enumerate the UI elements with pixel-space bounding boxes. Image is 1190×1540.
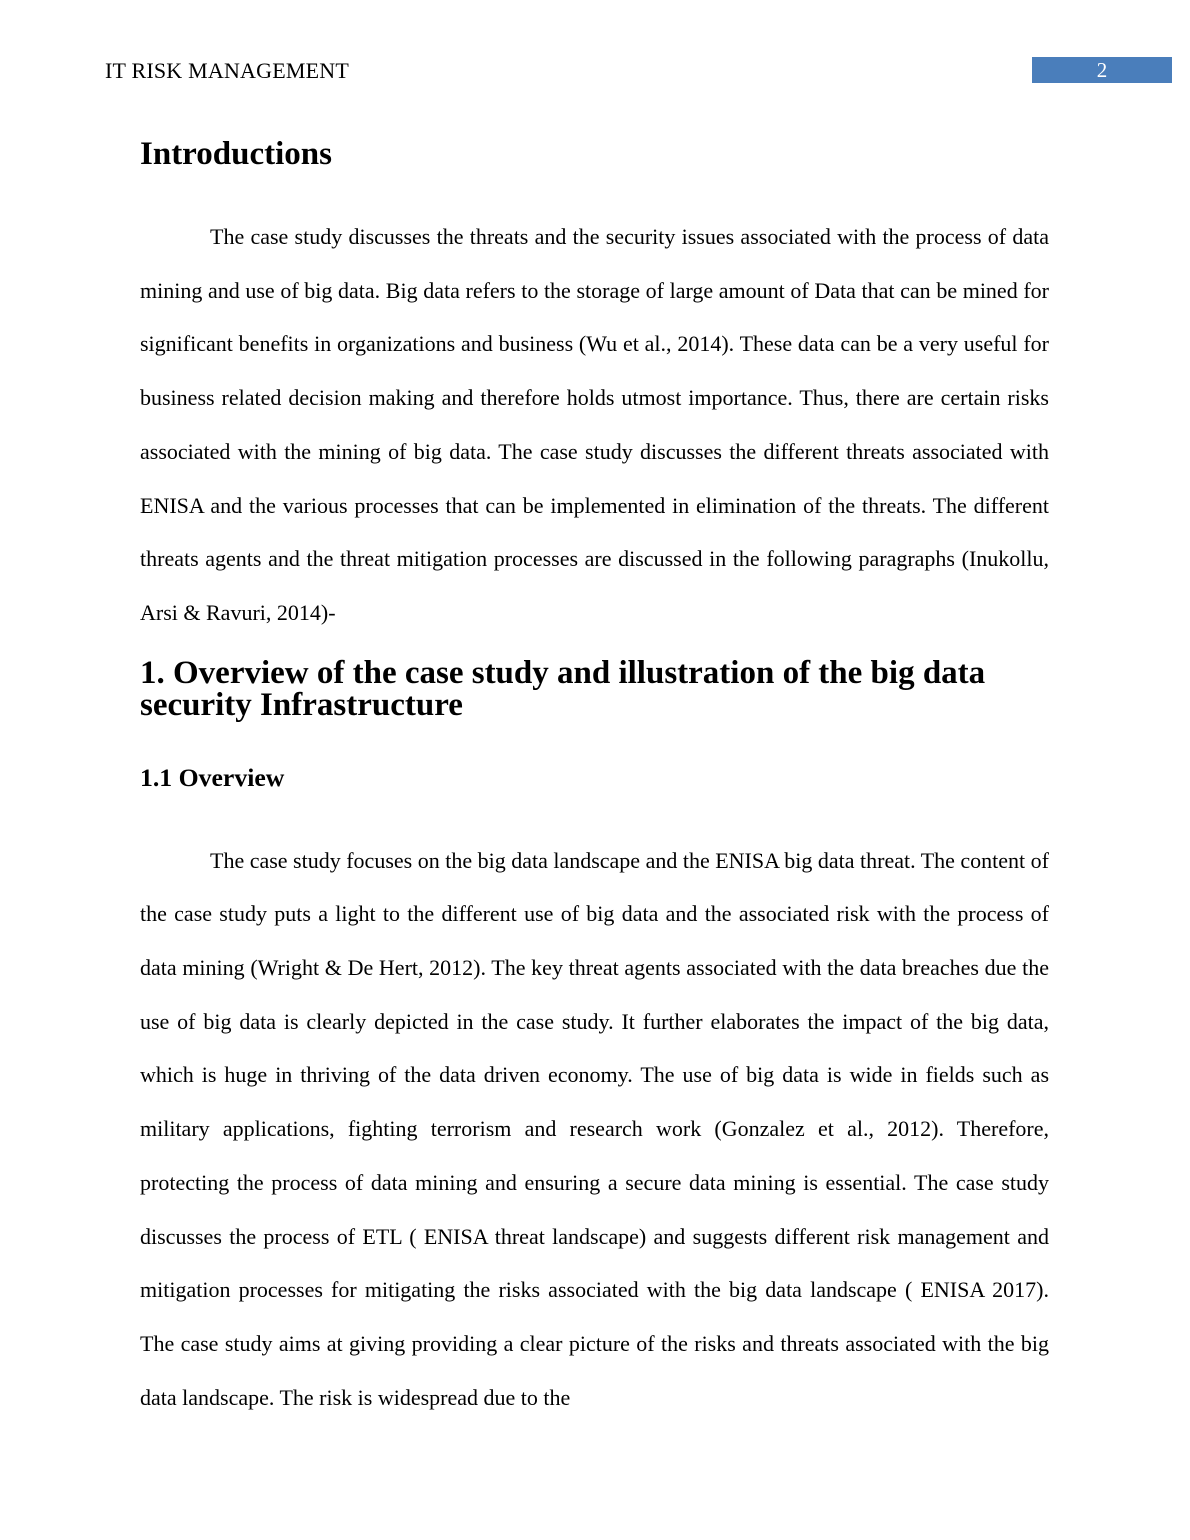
section-1-1-heading: 1.1 Overview: [140, 762, 285, 792]
introduction-paragraph: The case study discusses the threats and the security issues associated with the process of data mining and use of big data. Big data refers to the storage of large amount of Data that can be mined for significant benefits in organizations and business (Wu et al., 2014). These data can be a very useful for business related decision making and therefore holds utmost importance. Thus, there are certain risks associated with the mining of big data. The case study discusses the different threats associated with ENISA and the various processes that can be implemented in elimination of the threats. The different threats agents and the threat mitigation processes are discussed in the following paragraphs (Inukollu, Arsi & Ravuri, 2014)-: [140, 224, 1049, 625]
page-number-badge: 2: [1032, 57, 1172, 83]
document-body: [140, 138, 1049, 1424]
introductions-heading: Introductions: [140, 136, 332, 172]
section-1-heading: 1. Overview of the case study and illustration of the big data security Infrastructure: [140, 654, 986, 723]
running-header-title: IT RISK MANAGEMENT: [105, 58, 349, 83]
overview-paragraph: The case study focuses on the big data landscape and the ENISA big data threat. The content of the case study puts a light to the different use of big data and the associated risk with the process of data mining (Wright & De Hert, 2012). The key threat agents associated with the data breaches due the use of big data is clearly depicted in the case study. It further elaborates the impact of the big data, which is huge in thriving of the data driven economy. The use of big data is wide in fields such as military applications, fighting terrorism and research work (Gonzalez et al., 2012). Therefore, protecting the process of data mining and ensuring a secure data mining is essential. The case study discusses the process of ETL ( ENISA threat landscape) and suggests different risk management and mitigation processes for mitigating the risks associated with the big data landscape ( ENISA 2017). The case study aims at giving providing a clear picture of the risks and threats associated with the big data landscape. The risk is widespread due to the: [140, 847, 1049, 1410]
